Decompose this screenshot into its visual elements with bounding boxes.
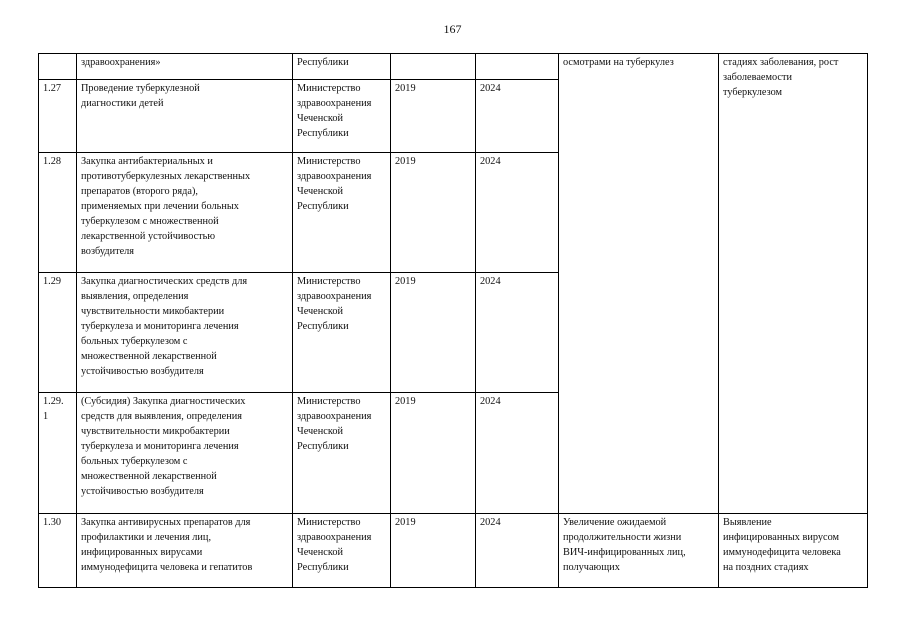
table-row (39, 54, 868, 80)
cell-executor (293, 393, 391, 514)
cell-risk (719, 514, 868, 588)
cell-number (39, 153, 77, 273)
cell-text-line: чувствительности микробактерии (81, 426, 230, 437)
cell-text-line: Министерство (297, 276, 361, 287)
page-number: 167 (443, 22, 462, 36)
cell-executor (293, 514, 391, 588)
cell-text-line: устойчивостью возбудителя (81, 366, 204, 377)
cell-text-line: Республики (297, 562, 349, 573)
cell-activity-name (77, 80, 293, 153)
cell-executor (293, 80, 391, 153)
cell-text-line: Чеченской (297, 186, 343, 197)
cell-end-year: 2024 (476, 80, 559, 153)
cell-number (39, 514, 77, 588)
cell-start-year: 2019 (391, 393, 476, 514)
cell-text-line: множественной лекарственной (81, 471, 217, 482)
cell-text-line: здравоохранения» (81, 57, 161, 68)
table-row (39, 514, 868, 588)
cell-text-line: продолжительности жизни (563, 532, 682, 543)
cell-text-line: устойчивостью возбудителя (81, 486, 204, 497)
cell-start-year: 2019 (391, 80, 476, 153)
cell-text-line: Чеченской (297, 426, 343, 437)
cell-text-line: Чеченской (297, 113, 343, 124)
cell-activity-name (77, 514, 293, 588)
cell-number (39, 80, 77, 153)
cell-start-year: 2019 (391, 514, 476, 588)
cell-text-line: 1.29. (43, 396, 64, 407)
cell-executor (293, 54, 391, 80)
cell-text-line: получающих (563, 562, 620, 573)
cell-text-line: здравоохранения (297, 98, 372, 109)
cell-text-line: Проведение туберкулезной (81, 83, 200, 94)
cell-number (39, 273, 77, 393)
cell-text-line: больных туберкулезом с (81, 336, 188, 347)
cell-text-line: противотуберкулезных лекарственных (81, 171, 251, 182)
cell-end-year: 2024 (476, 153, 559, 273)
cell-text-line: Увеличение ожидаемой (563, 517, 667, 528)
cell-text-line: диагностики детей (81, 98, 164, 109)
cell-text-line: возбудителя (81, 246, 135, 257)
cell-text-line: множественной лекарственной (81, 351, 217, 362)
cell-text-line: туберкулезом (723, 87, 783, 98)
cell-text-line: Закупка диагностических средств для (81, 276, 248, 287)
cell-text-line: Республики (297, 441, 349, 452)
cell-text-line: Выявление (723, 517, 772, 528)
cell-text-line: иммунодефицита человека (723, 547, 841, 558)
cell-text-line: здравоохранения (297, 291, 372, 302)
cell-text-line: Республики (297, 57, 349, 68)
program-table (38, 53, 868, 588)
cell-activity-name (77, 273, 293, 393)
cell-text-line: больных туберкулезом с (81, 456, 188, 467)
cell-text-line: 1.30 (43, 517, 62, 528)
cell-activity-name (77, 54, 293, 80)
cell-text-line: чувствительности микобактерии (81, 306, 225, 317)
cell-text-line: Закупка антибактериальных и (81, 156, 213, 167)
cell-executor (293, 153, 391, 273)
cell-text-line: Министерство (297, 156, 361, 167)
cell-text-line: 1.29 (43, 276, 62, 287)
cell-text-line: Республики (297, 321, 349, 332)
cell-text-line: инфицированных вирусами (81, 547, 203, 558)
cell-text-line: Министерство (297, 83, 361, 94)
cell-text-line: на поздних стадиях (723, 562, 809, 573)
cell-activity-name (77, 153, 293, 273)
cell-text-line: применяемых при лечении больных (81, 201, 239, 212)
cell-text-line: инфицированных вирусом (723, 532, 840, 543)
cell-text-line: 1 (43, 411, 49, 422)
cell-text-line: туберкулеза и мониторинга лечения (81, 321, 239, 332)
cell-start-year: 2019 (391, 153, 476, 273)
cell-text-line: стадиях заболевания, рост (723, 57, 839, 68)
cell-end-year: 2024 (476, 514, 559, 588)
cell-text-line: иммунодефицита человека и гепатитов (81, 562, 253, 573)
cell-text-line: здравоохранения (297, 411, 372, 422)
cell-text-line: профилактики и лечения лиц, (81, 532, 212, 543)
cell-start-year: 2019 (391, 273, 476, 393)
cell-text-line: ВИЧ-инфицированных лиц, (563, 547, 686, 558)
cell-text-line: Министерство (297, 396, 361, 407)
cell-number (39, 54, 77, 80)
cell-text-line: препаратов (второго ряда), (81, 186, 198, 197)
cell-text-line: Чеченской (297, 306, 343, 317)
cell-text-line: 1.27 (43, 83, 62, 94)
cell-text-line: здравоохранения (297, 532, 372, 543)
cell-text-line: осмотрами на туберкулез (563, 57, 674, 68)
cell-expected-result (559, 54, 719, 514)
cell-end-year (476, 54, 559, 80)
cell-text-line: Республики (297, 128, 349, 139)
cell-text-line: Республики (297, 201, 349, 212)
cell-text-line: здравоохранения (297, 171, 372, 182)
cell-start-year (391, 54, 476, 80)
cell-text-line: (Субсидия) Закупка диагностических (81, 396, 246, 407)
cell-text-line: Министерство (297, 517, 361, 528)
cell-expected-result (559, 514, 719, 588)
cell-text-line: выявления, определения (81, 291, 189, 302)
cell-activity-name (77, 393, 293, 514)
cell-text-line: 1.28 (43, 156, 62, 167)
cell-text-line: лекарственной устойчивостью (81, 231, 216, 242)
cell-risk (719, 54, 868, 514)
cell-text-line: заболеваемости (723, 72, 792, 83)
cell-text-line: туберкулеза и мониторинга лечения (81, 441, 239, 452)
cell-end-year: 2024 (476, 393, 559, 514)
cell-text-line: Закупка антивирусных препаратов для (81, 517, 251, 528)
cell-end-year: 2024 (476, 273, 559, 393)
cell-text-line: туберкулезом с множественной (81, 216, 219, 227)
cell-number (39, 393, 77, 514)
cell-text-line: Чеченской (297, 547, 343, 558)
cell-executor (293, 273, 391, 393)
cell-text-line: средств для выявления, определения (81, 411, 242, 422)
